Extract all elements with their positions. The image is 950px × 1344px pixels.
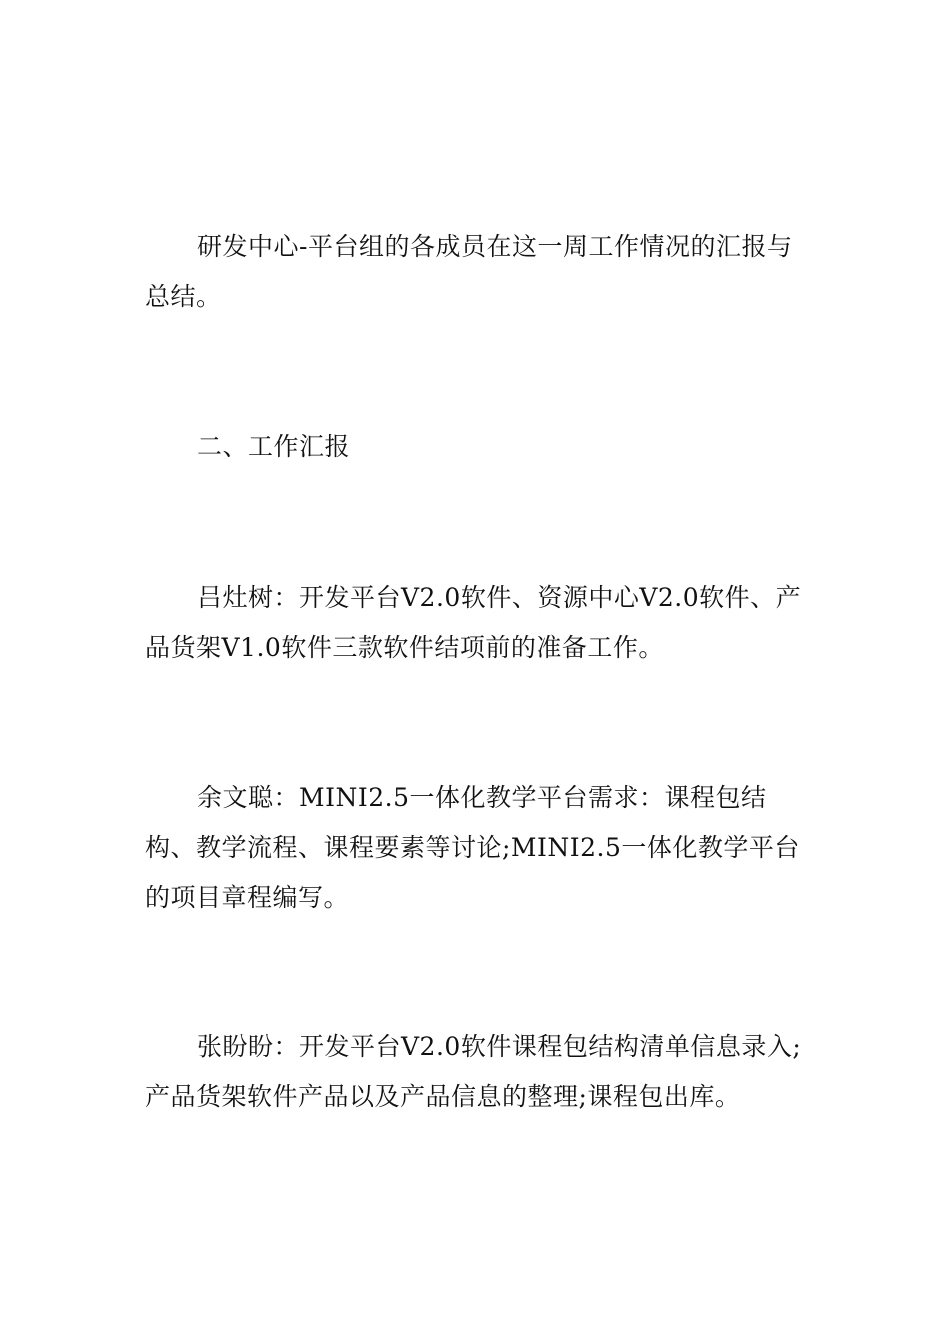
intro-paragraph: 研发中心-平台组的各成员在这一周工作情况的汇报与总结。	[145, 232, 793, 311]
section-heading: 二、工作汇报	[197, 432, 351, 461]
report-paragraph-yu: 余文聪：MINI2.5一体化教学平台需求：课程包结构、教学流程、课程要素等讨论;MINI2.5一体化教学平台的项目章程编写。	[145, 783, 800, 912]
report-paragraph-lv: 吕灶树：开发平台V2.0软件、资源中心V2.0软件、产品货架V1.0软件三款软件结项前的准备工作。	[145, 583, 802, 662]
report-paragraph-zhang: 张盼盼：开发平台V2.0软件课程包结构清单信息录入;产品货架软件产品以及产品信息的整理;课程包出库。	[145, 1032, 802, 1111]
